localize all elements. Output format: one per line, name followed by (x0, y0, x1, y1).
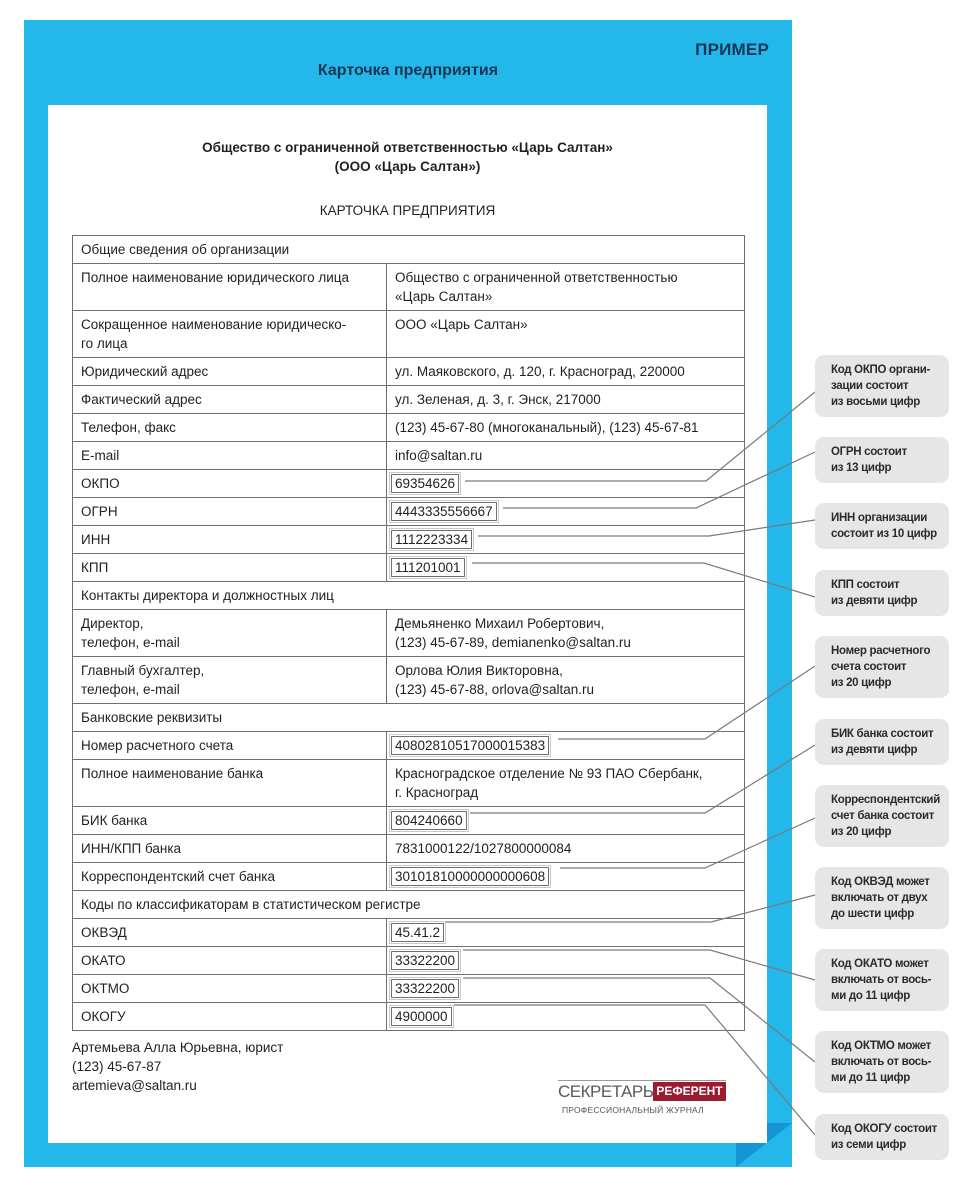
contact-phone: (123) 45-67-87 (72, 1059, 162, 1074)
callout-okved: Код ОКВЭД может включать от двух до шести цифр (815, 867, 949, 929)
logo-subtitle: ПРОФЕССИОНАЛЬНЫЙ ЖУРНАЛ (562, 1105, 704, 1115)
label-corr-account: Корреспондентский счет банка (73, 863, 387, 891)
value-short-name: ООО «Царь Салтан» (387, 311, 745, 358)
publisher-logo (558, 1080, 726, 1115)
section-general: Общие сведения об организации (73, 236, 745, 264)
value-oktmo: 33322200 (391, 979, 459, 998)
callout-oktmo: Код ОКТМО может включать от вось- ми до 11 цифр (815, 1031, 949, 1093)
callout-account: Номер расчетного счета состоит из 20 цифр (815, 636, 949, 698)
label-inn: ИНН (73, 526, 387, 554)
callout-okato: Код ОКАТО может включать от вось- ми до 11 цифр (815, 949, 949, 1011)
label-bik: БИК банка (73, 807, 387, 835)
table-row (73, 975, 745, 1003)
table-row (73, 835, 745, 863)
table-row (73, 732, 745, 760)
callout-inn: ИНН организации состоит из 10 цифр (815, 503, 949, 549)
label-accountant: Главный бухгалтер, телефон, e-mail (73, 657, 387, 704)
value-bank-inn-kpp: 7831000122/1027800000084 (387, 835, 745, 863)
value-inn: 1112223334 (391, 530, 472, 549)
table-row (73, 386, 745, 414)
label-ogrn: ОГРН (73, 498, 387, 526)
table-row (73, 264, 745, 311)
document-heading: КАРТОЧКА ПРЕДПРИЯТИЯ (319, 203, 496, 218)
callout-kpp: КПП состоит из девяти цифр (815, 570, 949, 616)
label-legal-address: Юридический адрес (73, 358, 387, 386)
label-phone-fax: Телефон, факс (73, 414, 387, 442)
value-bik: 804240660 (391, 811, 467, 830)
table-row (73, 442, 745, 470)
label-bank-name: Полное наименование банка (73, 760, 387, 807)
table-row (73, 947, 745, 975)
contact-name: Артемьева Алла Юрьевна, юрист (72, 1040, 284, 1055)
label-account: Номер расчетного счета (73, 732, 387, 760)
table-row (73, 807, 745, 835)
company-card-table (72, 235, 745, 1031)
table-row (73, 498, 745, 526)
value-okato: 33322200 (391, 951, 459, 970)
value-full-name: Общество с ограниченной ответственностью «Царь Салтан» (387, 264, 745, 311)
section-row (73, 236, 745, 264)
callout-corr-account: Корреспондентский счет банка состоит из 20 цифр (815, 785, 949, 847)
section-bank: Банковские реквизиты (73, 704, 745, 732)
frame-title: Карточка предприятия (317, 62, 499, 79)
section-row (73, 704, 745, 732)
value-okogu: 4900000 (391, 1007, 452, 1026)
table-row (73, 358, 745, 386)
table-row (73, 414, 745, 442)
logo-text-referent: РЕФЕРЕНТ (653, 1082, 725, 1101)
value-corr-account: 30101810000000000608 (391, 867, 549, 886)
value-okved: 45.41.2 (391, 923, 444, 942)
value-email: info@saltan.ru (387, 442, 745, 470)
contact-email: artemieva@saltan.ru (72, 1078, 197, 1093)
label-okato: ОКАТО (73, 947, 387, 975)
section-row (73, 891, 745, 919)
callout-okogu: Код ОКОГУ состоит из семи цифр (815, 1114, 949, 1160)
section-row (73, 582, 745, 610)
label-short-name: Сокращенное наименование юридическо- го лица (73, 311, 387, 358)
label-full-name: Полное наименование юридического лица (73, 264, 387, 311)
table-row (73, 470, 745, 498)
callout-bik: БИК банка состоит из девяти цифр (815, 719, 949, 765)
section-contacts: Контакты директора и должностных лиц (73, 582, 745, 610)
value-legal-address: ул. Маяковского, д. 120, г. Красноград, 220000 (387, 358, 745, 386)
table-row (73, 657, 745, 704)
table-row (73, 610, 745, 657)
table-row (73, 1003, 745, 1031)
value-bank-name: Красноградское отделение № 93 ПАО Сбербанк, г. Красноград (387, 760, 745, 807)
label-actual-address: Фактический адрес (73, 386, 387, 414)
org-short-name: (ООО «Царь Салтан») (334, 159, 481, 174)
callout-ogrn: ОГРН состоит из 13 цифр (815, 437, 949, 483)
callout-okpo: Код ОКПО органи- зации состоит из восьми цифр (815, 355, 949, 417)
label-bank-inn-kpp: ИНН/КПП банка (73, 835, 387, 863)
org-full-name: Общество с ограниченной ответственностью «Царь Салтан» (202, 140, 613, 155)
value-phone-fax: (123) 45-67-80 (многоканальный), (123) 45-67-81 (387, 414, 745, 442)
sample-label: ПРИМЕР (695, 40, 769, 59)
table-row (73, 311, 745, 358)
table-row (73, 863, 745, 891)
label-okogu: ОКОГУ (73, 1003, 387, 1031)
table-row (73, 554, 745, 582)
label-kpp: КПП (73, 554, 387, 582)
table-row (73, 760, 745, 807)
table-row (73, 526, 745, 554)
value-actual-address: ул. Зеленая, д. 3, г. Энск, 217000 (387, 386, 745, 414)
label-okved: ОКВЭД (73, 919, 387, 947)
label-director: Директор, телефон, e-mail (73, 610, 387, 657)
label-oktmo: ОКТМО (73, 975, 387, 1003)
value-okpo: 69354626 (391, 474, 459, 493)
section-codes: Коды по классификаторам в статистическом регистре (73, 891, 745, 919)
logo-text-secretary: СЕКРЕТАРЬ (558, 1082, 654, 1101)
label-email: E-mail (73, 442, 387, 470)
contact-person-block (72, 1038, 283, 1095)
table-row (73, 919, 745, 947)
value-kpp: 111201001 (391, 558, 465, 577)
value-accountant: Орлова Юлия Викторовна, (123) 45-67-88, orlova@saltan.ru (387, 657, 745, 704)
value-director: Демьяненко Михаил Робертович, (123) 45-67-89, demianenko@saltan.ru (387, 610, 745, 657)
org-header (48, 138, 767, 176)
value-account: 40802810517000015383 (391, 736, 549, 755)
label-okpo: ОКПО (73, 470, 387, 498)
value-ogrn: 4443335556667 (391, 502, 497, 521)
